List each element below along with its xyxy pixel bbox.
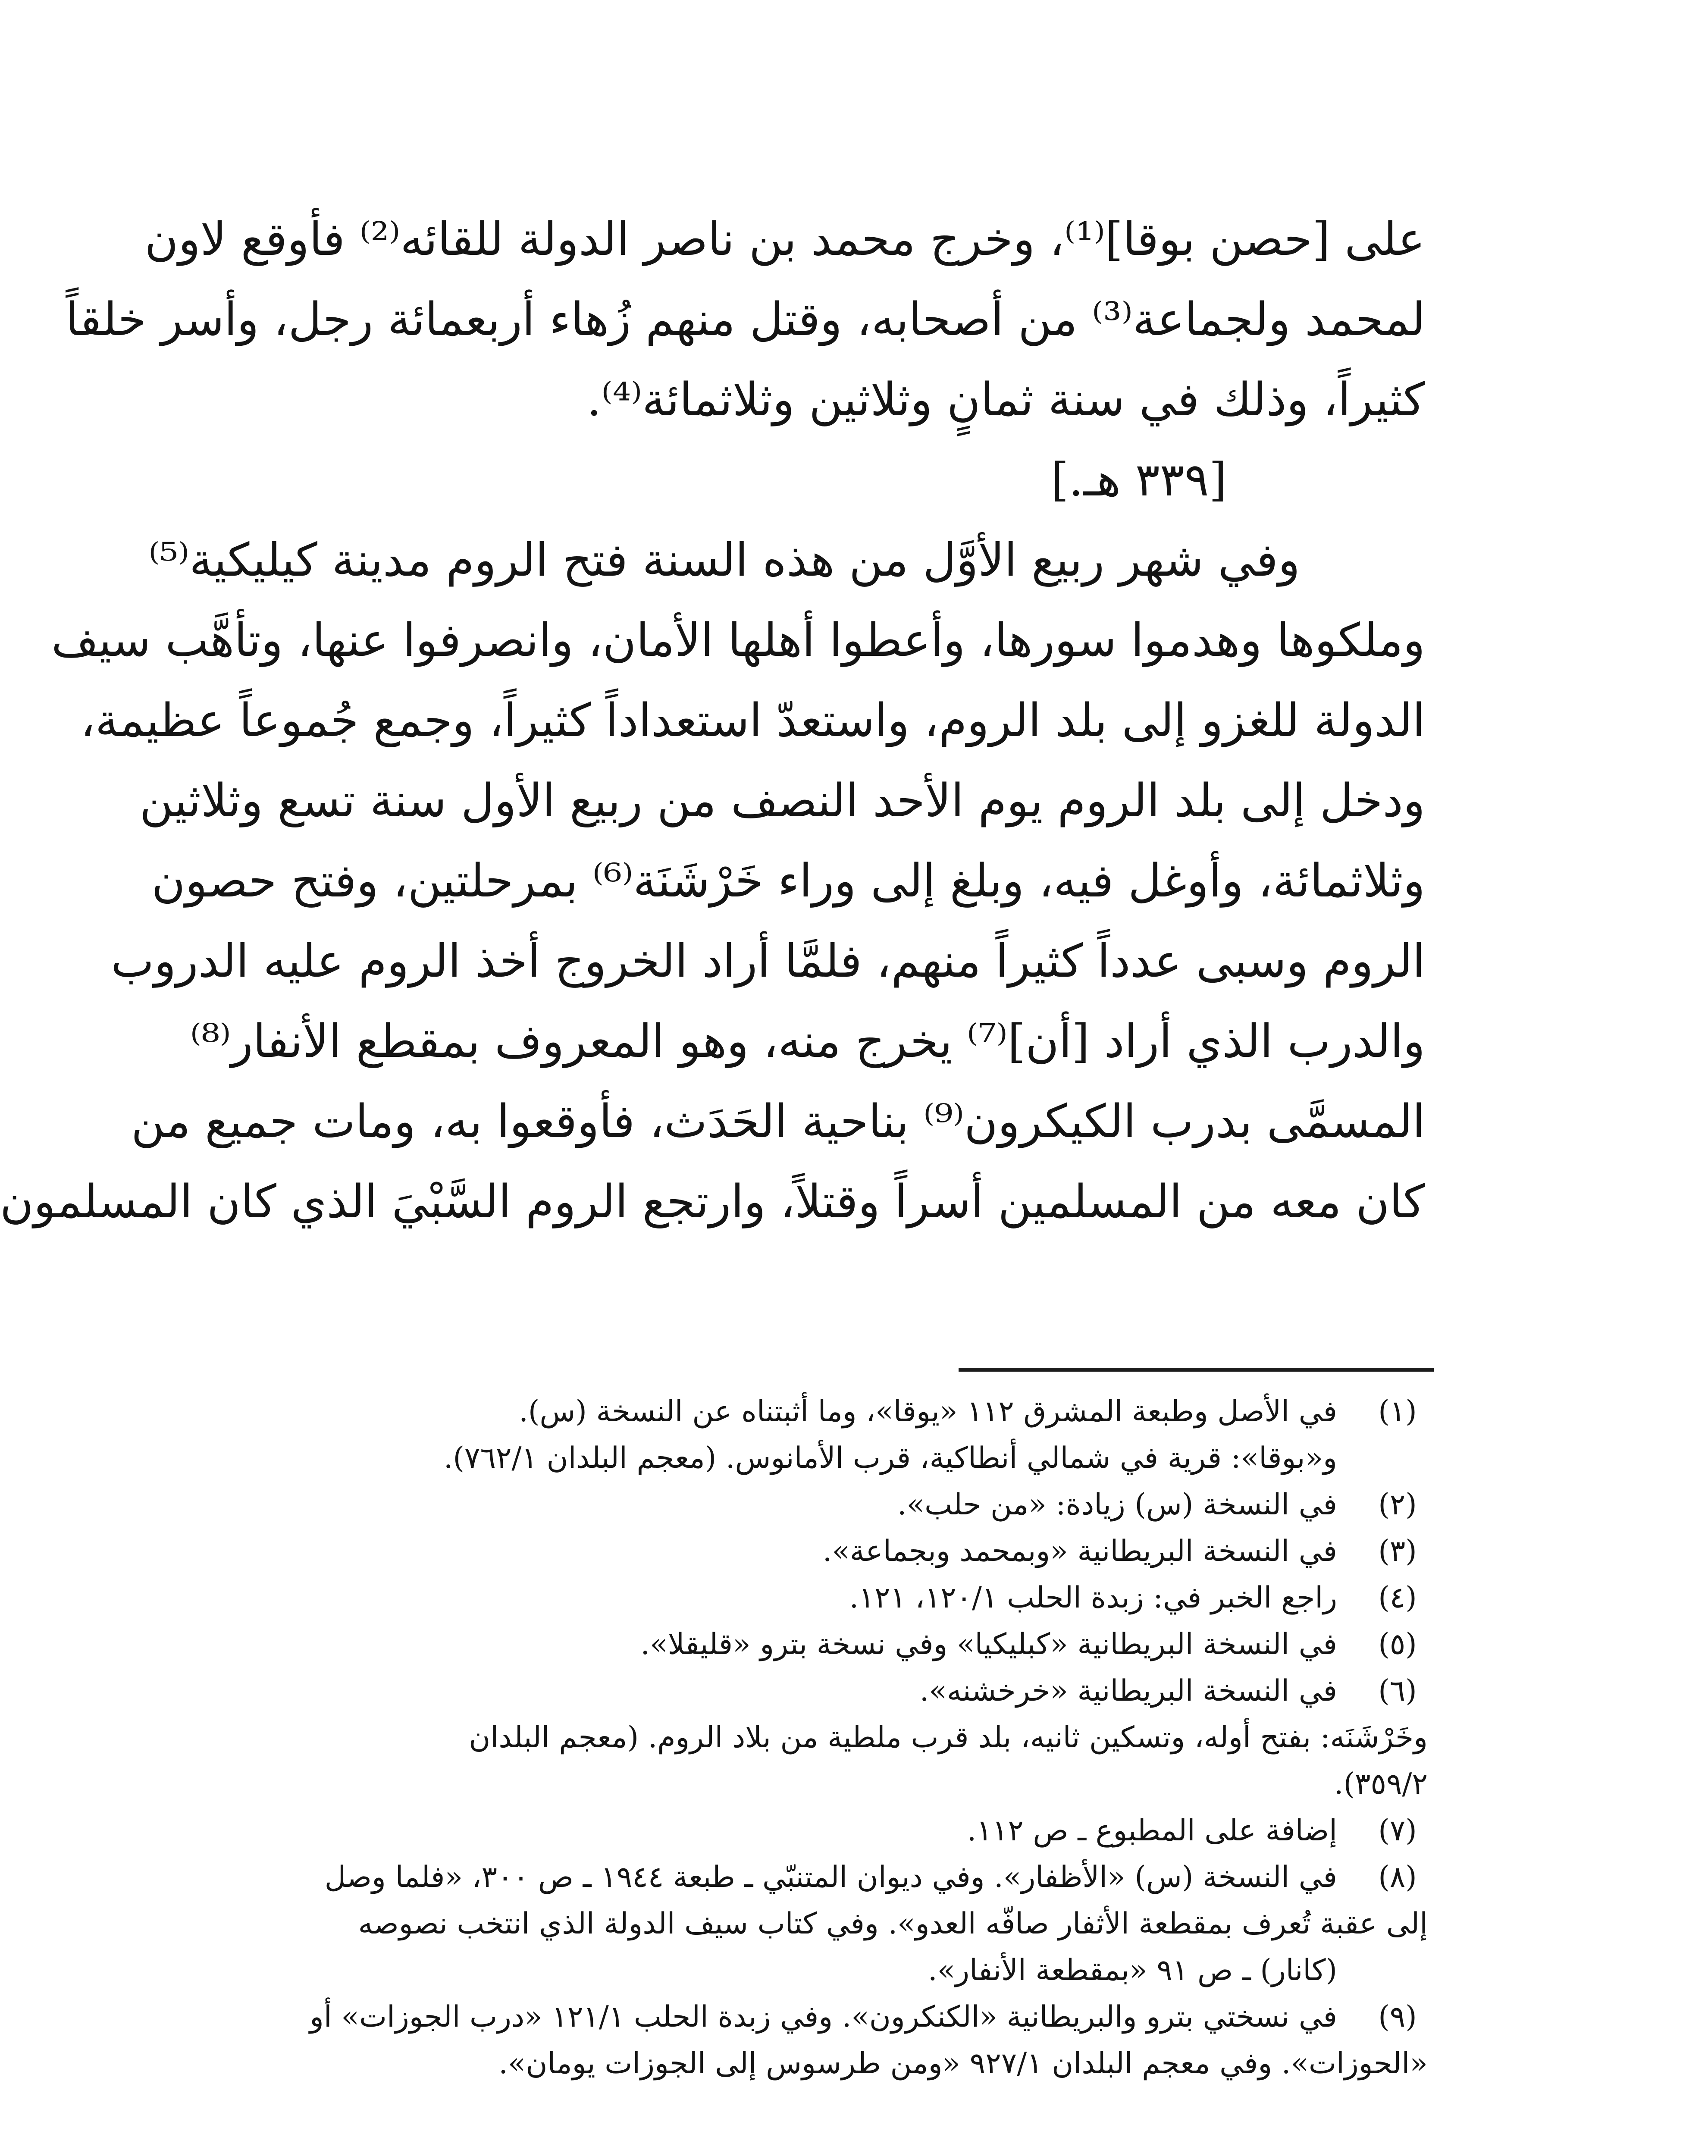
main-text [0, 213, 1425, 1258]
footnote-text: «الحوزات». وفي معجم البلدان ٩٢٧/١ «ومن طرسوس إلى الجوزات يومان». [498, 2046, 1428, 2081]
footnote-text: في النسخة (س) زيادة: «من حلب». [897, 1488, 1337, 1522]
footnote-text: (كانار) ـ ص ٩١ «بمقطعة الأنفار». [928, 1953, 1337, 1987]
footnote-8 [205, 1854, 1428, 1994]
body-line: كان معه من المسلمين أسراً وقتلاً، وارتجع الروم السَّبْيَ الذي كان المسلمون [0, 1175, 1425, 1228]
footnote-text: وخَرْشَنَه: بفتح أوله، وتسكين ثانيه، بلد قرب ملطية من بلاد الروم. (معجم البلدان [469, 1720, 1428, 1755]
footnote-7 [205, 1808, 1428, 1854]
footnote-text: في الأصل وطبعة المشرق ١١٢ «يوقا»، وما أثبتناه عن النسخة (س). [519, 1395, 1337, 1429]
footnote-4 [205, 1575, 1428, 1621]
body-line: ودخل إلى بلد الروم يوم الأحد النصف من ربيع الأول سنة تسع وثلاثين [139, 774, 1425, 827]
footnote-6 [205, 1668, 1428, 1808]
footnote-3 [205, 1528, 1428, 1575]
footnote-9 [205, 1994, 1428, 2087]
footnote-number: (٤) [1378, 1581, 1417, 1615]
footnote-number: (١) [1378, 1395, 1417, 1429]
footnote-number: (٧) [1378, 1814, 1417, 1848]
footnote-text: في النسخة (س) «الأظفار». وفي ديوان المتنبّي ـ طبعة ١٩٤٤ ـ ص ٣٠٠، «فلما وصل [324, 1860, 1337, 1894]
footnote-text: إلى عقبة تُعرف بمقطعة الأثفار صافّه العدو». وفي كتاب سيف الدولة الذي انتخب نصوصه [358, 1907, 1428, 1941]
footnote-separator [959, 1368, 1434, 1372]
footnotes [205, 1388, 1428, 2087]
footnote-number: (٢) [1378, 1488, 1417, 1522]
body-line: الدولة للغزو إلى بلد الروم، واستعدّ استعداداً كثيراً، وجمع جُموعاً عظيمة، [80, 694, 1425, 747]
footnote-number: (٣) [1378, 1534, 1417, 1568]
body-line: وملكوها وهدموا سورها، وأعطوا أهلها الأمان، وانصرفوا عنها، وتأهَّب سيف [51, 614, 1425, 667]
footnote-text: راجع الخبر في: زبدة الحلب ١٢٠/١، ١٢١. [849, 1581, 1337, 1615]
footnote-text: إضافة على المطبوع ـ ص ١١٢. [967, 1814, 1337, 1848]
footnote-text: في النسخة البريطانية «وبمحمد وبجماعة». [822, 1534, 1337, 1568]
body-line: والدرب الذي أراد [أن]⁽⁷⁾ يخرج منه، وهو المعروف بمقطع الأنفار⁽⁸⁾ [190, 1015, 1425, 1068]
footnote-number: (٩) [1378, 2000, 1417, 2034]
footnote-text: في النسخة البريطانية «كبليكيا» وفي نسخة بترو «قليقلا». [640, 1627, 1337, 1661]
body-line: لمحمد ولجماعة⁽³⁾ من أصحابه، وقتل منهم زُهاء أربعمائة رجل، وأسر خلقاً [66, 293, 1425, 346]
body-line: وثلاثمائة، وأوغل فيه، وبلغ إلى وراء خَرْشَنَة⁽⁶⁾ بمرحلتين، وفتح حصون [151, 854, 1425, 907]
footnote-number: (٥) [1378, 1627, 1417, 1661]
body-line: على [حصن بوقا]⁽¹⁾، وخرج محمد بن ناصر الدولة للقائه⁽²⁾ فأوقع لاون [144, 213, 1425, 266]
footnote-number: (٨) [1378, 1860, 1417, 1894]
footnote-text: في نسختي بترو والبريطانية «الكنكرون». وفي زبدة الحلب ١٢١/١ «درب الجوزات» أو [310, 2000, 1337, 2034]
footnote-1 [205, 1388, 1428, 1482]
footnote-2 [205, 1482, 1428, 1528]
footnote-number: (٦) [1378, 1674, 1417, 1708]
body-line: وفي شهر ربيع الأوَّل من هذه السنة فتح الروم مدينة كيليكية⁽⁵⁾ [148, 533, 1300, 586]
body-line: كثيراً، وذلك في سنة ثمانٍ وثلاثين وثلاثمائة⁽⁴⁾. [586, 373, 1425, 426]
footnote-text: ٣٥٩/٢). [1334, 1767, 1428, 1801]
body-line: المسمَّى بدرب الكيكرون⁽⁹⁾ بناحية الحَدَث، فأوقعوا به، ومات جميع من [131, 1095, 1425, 1148]
year-heading: [٣٣٩ هـ.] [1051, 453, 1227, 506]
body-line: الروم وسبى عدداً كثيراً منهم، فلمَّا أراد الخروج أخذ الروم عليه الدروب [111, 934, 1425, 987]
footnote-5 [205, 1621, 1428, 1668]
footnote-text: و«بوقا»: قرية في شمالي أنطاكية، قرب الأمانوس. (معجم البلدان ٧٦٢/١). [443, 1441, 1337, 1475]
footnote-text: في النسخة البريطانية «خرخشنه». [919, 1674, 1337, 1708]
